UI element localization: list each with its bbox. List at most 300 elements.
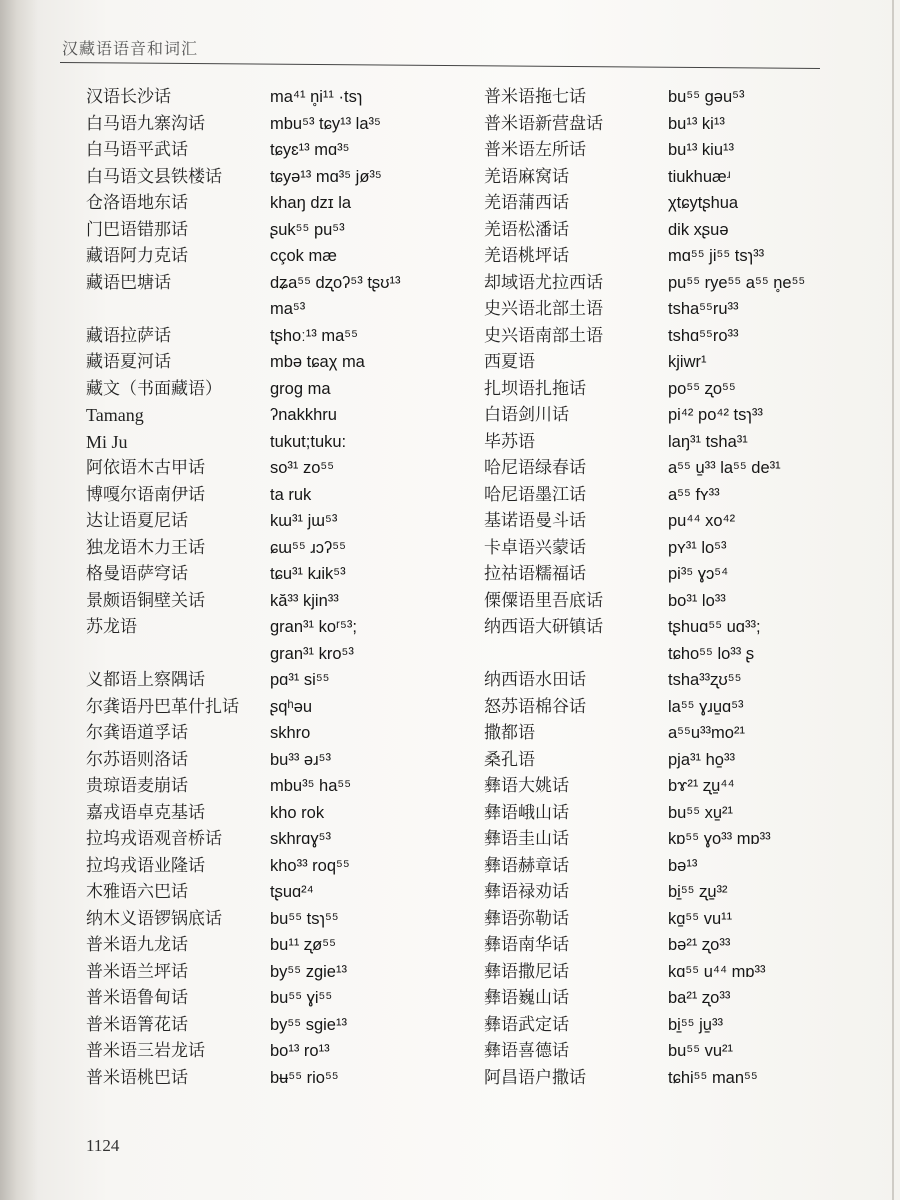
word-form — [270, 879, 314, 906]
glossary-entry — [484, 959, 864, 986]
word-form-line: χtɕytʂhua — [668, 194, 739, 212]
word-form-line: so³¹ zo⁵⁵ — [270, 459, 335, 477]
glossary-entry — [484, 561, 864, 588]
word-form-line: gran³¹ kro⁵³ — [270, 644, 354, 663]
word-form — [270, 535, 346, 562]
glossary-entry — [484, 482, 864, 509]
glossary-entry — [86, 906, 466, 933]
language-name: 桑孔语 — [484, 749, 535, 770]
glossary-entry — [86, 429, 466, 456]
word-form-line: pu⁴⁴ xo⁴² — [668, 512, 736, 530]
language-name: 彝语喜德话 — [484, 1041, 569, 1061]
page-edge — [892, 0, 894, 1200]
word-form — [668, 1065, 758, 1092]
word-form-line: bu¹¹ ʐø⁵⁵ — [270, 936, 336, 954]
word-form-line: pi³⁵ ɣɔ⁵⁴ — [668, 565, 729, 583]
word-form-line: mbu³⁵ ha⁵⁵ — [270, 777, 352, 795]
language-name: 毕苏语 — [484, 431, 535, 452]
language-name: 白马语平武话 — [86, 140, 188, 160]
word-form — [270, 270, 401, 323]
word-form — [668, 190, 738, 217]
language-name: 尔龚语道孚话 — [86, 723, 188, 743]
language-name: 彝语撒尼话 — [484, 961, 569, 982]
left-column — [86, 84, 466, 1091]
glossary-entry — [484, 1012, 864, 1039]
language-name: 彝语南华话 — [484, 935, 569, 955]
glossary-entry — [484, 1065, 864, 1092]
glossary-entry — [484, 84, 864, 111]
glossary-entry — [484, 111, 864, 138]
language-name: 白马语文县铁楼话 — [86, 166, 222, 187]
glossary-entry — [484, 1038, 864, 1065]
word-form-line: ma⁴¹ n̥i¹¹ ·tsɿ — [270, 88, 363, 106]
word-form-line: pja³¹ ho̠³³ — [668, 750, 735, 769]
glossary-entry — [86, 800, 466, 827]
word-form — [668, 588, 726, 615]
word-form-line: kɒ⁵⁵ ɣo³³ mɒ³³ — [668, 830, 771, 848]
language-name: 拉祜语糯福话 — [484, 564, 586, 584]
glossary-entry — [484, 879, 864, 906]
glossary-entry — [86, 614, 466, 667]
word-form-line: kă³³ kjin³³ — [270, 591, 339, 610]
word-form — [668, 614, 761, 667]
language-name: 彝语峨山话 — [484, 802, 569, 823]
language-name: 彝语巍山话 — [484, 988, 569, 1008]
word-form — [668, 879, 728, 906]
language-name: 羌语麻窝话 — [484, 166, 569, 187]
glossary-entry — [484, 720, 864, 747]
word-form — [270, 959, 347, 986]
word-form — [270, 561, 346, 588]
glossary-entry — [484, 906, 864, 933]
language-name: 羌语松潘话 — [484, 219, 569, 240]
word-form — [668, 985, 730, 1012]
glossary-entry — [86, 667, 466, 694]
word-form — [270, 800, 324, 827]
word-form-line: bi̠⁵⁵ ju̠³³ — [668, 1015, 723, 1034]
word-form — [668, 720, 745, 747]
word-form — [270, 720, 310, 747]
word-form-line: grog ma — [270, 379, 331, 398]
language-name: Mi Ju — [86, 431, 128, 452]
word-form-line: ʂuk⁵⁵ pu⁵³ — [270, 220, 345, 239]
word-form — [270, 190, 351, 217]
language-name: 阿昌语户撒话 — [484, 1067, 586, 1088]
word-form-line: bu⁵⁵ vu²¹ — [668, 1042, 734, 1060]
glossary-entry — [484, 402, 864, 429]
word-form — [668, 667, 742, 694]
glossary-entry — [484, 747, 864, 774]
word-form-line: tiukhuæʴ — [668, 167, 731, 186]
word-form-line: kɑ̠⁵⁵ vu¹¹ — [668, 909, 733, 928]
language-name: 普米语新营盘话 — [484, 113, 603, 134]
glossary-entry — [484, 455, 864, 482]
glossary-entry — [484, 508, 864, 535]
word-form-line: pɑ³¹ si⁵⁵ — [270, 671, 330, 689]
glossary-entry — [86, 853, 466, 880]
word-form-line: bi̠⁵⁵ ʐu̠³² — [668, 883, 728, 901]
glossary-entry — [484, 588, 864, 615]
word-form — [270, 1038, 330, 1065]
word-form-line: bu¹³ kiu¹³ — [668, 141, 735, 159]
language-name: 却域语尤拉西话 — [484, 272, 603, 293]
glossary-entry — [86, 747, 466, 774]
language-name: 普米语鲁甸话 — [86, 988, 188, 1008]
language-name: 彝语武定话 — [484, 1014, 569, 1035]
language-name: 阿依语木古甲话 — [86, 458, 205, 478]
glossary-entry — [86, 535, 466, 562]
word-form — [668, 217, 729, 244]
word-form-line: po⁵⁵ ʐo⁵⁵ — [668, 379, 736, 398]
word-form — [270, 906, 339, 933]
word-form — [668, 429, 748, 456]
language-name: 彝语禄劝话 — [484, 882, 569, 902]
glossary-entry — [484, 773, 864, 800]
word-form — [668, 773, 735, 800]
language-name: 嘉戎语卓克基话 — [86, 802, 205, 823]
language-name: 格曼语萨穹话 — [86, 564, 188, 584]
word-form — [668, 402, 763, 429]
language-name: 独龙语木力王话 — [86, 537, 205, 558]
glossary-entry — [86, 270, 466, 323]
language-name: 达让语夏尼话 — [86, 511, 188, 531]
language-name: 纳木义语锣锅底话 — [86, 908, 222, 929]
language-name: 普米语左所话 — [484, 140, 586, 160]
language-name: 纳西语水田话 — [484, 670, 586, 690]
glossary-entry — [484, 217, 864, 244]
word-form-line: pʏ³¹ lo⁵³ — [668, 538, 727, 557]
glossary-entry — [86, 1012, 466, 1039]
language-name: 哈尼语绿春话 — [484, 458, 586, 478]
word-form — [270, 323, 358, 350]
glossary-entry — [86, 376, 466, 403]
glossary-entry — [86, 561, 466, 588]
glossary-entry — [484, 296, 864, 323]
word-form — [270, 747, 331, 774]
word-form — [668, 906, 732, 933]
word-form-line: kho³³ roq⁵⁵ — [270, 856, 350, 875]
word-form-line: bɤ²¹ ʐu̠⁴⁴ — [668, 777, 735, 795]
language-name: 尔龚语丹巴革什扎话 — [86, 696, 239, 717]
glossary-entry — [484, 243, 864, 270]
word-form-line: dik xʂuə — [668, 220, 729, 239]
word-form — [668, 111, 725, 138]
language-name: 白马语九寨沟话 — [86, 113, 205, 134]
word-form-line: bu⁵⁵ gəu⁵³ — [668, 88, 745, 106]
glossary-entry — [86, 455, 466, 482]
word-form — [270, 164, 382, 191]
word-form-line: tɕho⁵⁵ lo³³ ʂ — [668, 644, 755, 663]
glossary-entry — [86, 243, 466, 270]
word-form — [668, 694, 744, 721]
glossary-entry — [484, 190, 864, 217]
word-form-line: pu⁵⁵ rye⁵⁵ a⁵⁵ n̥e⁵⁵ — [668, 273, 806, 292]
word-form-line: tʂhoː¹³ ma⁵⁵ — [270, 326, 358, 345]
word-form — [270, 985, 332, 1012]
word-form — [270, 137, 349, 164]
glossary-entry — [484, 614, 864, 667]
language-name: 羌语桃坪话 — [484, 246, 569, 266]
glossary-entry — [484, 694, 864, 721]
language-name: 普米语桃巴话 — [86, 1067, 188, 1088]
glossary-entry — [86, 720, 466, 747]
word-form — [270, 773, 351, 800]
word-form-line: kɯ³¹ jɯ⁵³ — [270, 512, 338, 530]
glossary-entry — [86, 84, 466, 111]
page-number: 1124 — [86, 1136, 120, 1155]
right-column — [484, 84, 864, 1091]
word-form-line: gran³¹ koʳ⁵³; — [270, 618, 357, 636]
word-form-line: skhro — [270, 724, 311, 742]
word-form — [270, 111, 381, 138]
word-form — [668, 455, 781, 482]
word-form-line: kho rok — [270, 803, 325, 822]
word-form — [270, 243, 337, 270]
language-name: 彝语大姚话 — [484, 776, 569, 796]
word-form — [668, 561, 728, 588]
word-form — [668, 853, 697, 880]
word-form — [270, 84, 362, 111]
word-form-line: tukut;tuku: — [270, 432, 347, 451]
word-form-line: a⁵⁵ fʏ³³ — [668, 485, 720, 504]
language-name: 怒苏语棉谷话 — [484, 696, 586, 717]
language-name: 基诺语曼斗话 — [484, 511, 586, 531]
language-name: 博嘎尔语南伊话 — [86, 484, 205, 505]
word-form-line: by⁵⁵ sgie¹³ — [270, 1015, 347, 1034]
word-form-line: bo³¹ lo³³ — [668, 591, 726, 610]
word-form — [668, 243, 764, 270]
language-name: 景颇语铜壁关话 — [86, 590, 205, 611]
language-name: 哈尼语墨江话 — [484, 484, 586, 505]
glossary-entry — [86, 190, 466, 217]
word-form — [270, 826, 331, 853]
word-form-line: bu¹³ ki¹³ — [668, 114, 725, 133]
word-form-line: a⁵⁵ u̠³³ la⁵⁵ de³¹ — [668, 459, 781, 477]
glossary-entry — [86, 111, 466, 138]
word-form-line: ʔnakkhru — [270, 406, 337, 424]
glossary-entry — [86, 1065, 466, 1092]
glossary-entry — [86, 773, 466, 800]
glossary-entry — [484, 853, 864, 880]
language-name: 藏语巴塘话 — [86, 272, 171, 293]
word-form-line: tsha⁵⁵ru³³ — [668, 300, 739, 318]
word-form-line: tʂuɑ²⁴ — [270, 883, 314, 901]
language-name: 藏文（书面藏语） — [86, 378, 222, 399]
glossary-entry — [86, 588, 466, 615]
language-name: 羌语蒲西话 — [484, 193, 569, 213]
language-name: 普米语三岩龙话 — [86, 1041, 205, 1061]
glossary-entry — [484, 323, 864, 350]
word-form-line: bu³³ əɹ⁵³ — [270, 750, 331, 769]
word-form — [270, 1012, 347, 1039]
word-form — [668, 84, 744, 111]
glossary-entry — [86, 217, 466, 244]
book-gutter-shadow — [0, 0, 38, 1200]
glossary-entry — [86, 402, 466, 429]
language-name: 拉坞戎语业隆话 — [86, 855, 205, 876]
word-form-line: tɕyɛ¹³ mɑ³⁵ — [270, 141, 350, 159]
word-form — [668, 296, 739, 323]
language-name: 藏语夏河话 — [86, 352, 171, 372]
language-name: 史兴语北部土语 — [484, 299, 603, 319]
language-name: 纳西语大研镇话 — [484, 617, 603, 637]
glossary-entry — [86, 164, 466, 191]
word-form — [270, 482, 311, 509]
word-form — [668, 137, 734, 164]
word-form-line: tɕu³¹ kɹik⁵³ — [270, 565, 346, 583]
language-name: 藏语阿力克话 — [86, 246, 188, 266]
glossary-entry — [484, 429, 864, 456]
word-form — [668, 164, 731, 191]
language-name: 义都语上察隅话 — [86, 670, 205, 690]
word-form-line: ma⁵³ — [270, 300, 306, 318]
language-name: 普米语九龙话 — [86, 935, 188, 955]
glossary-entry — [86, 508, 466, 535]
word-form — [668, 482, 720, 509]
glossary-entry — [484, 270, 864, 297]
word-form-line: bo¹³ ro¹³ — [270, 1042, 330, 1060]
word-form-line: ʂqʰəu — [270, 697, 313, 716]
language-name: 苏龙语 — [86, 617, 137, 637]
word-form — [270, 455, 334, 482]
word-form — [668, 535, 727, 562]
glossary-entry — [86, 985, 466, 1012]
word-form-line: cçok mæ — [270, 247, 337, 265]
language-name: 西夏语 — [484, 352, 535, 372]
word-form — [270, 429, 346, 456]
glossary-entry — [86, 323, 466, 350]
word-form — [668, 800, 733, 827]
word-form-line: tʂhuɑ⁵⁵ uɑ³³; — [668, 618, 761, 636]
word-form-line: tɕhi⁵⁵ man⁵⁵ — [668, 1068, 758, 1087]
word-form-line: a⁵⁵u³³mo²¹ — [668, 724, 745, 742]
word-form — [270, 508, 337, 535]
word-form — [668, 932, 730, 959]
word-form-line: mbu⁵³ tɕy¹³ la³⁵ — [270, 114, 381, 133]
glossary-entry — [86, 879, 466, 906]
glossary-entry — [86, 959, 466, 986]
glossary-entry — [484, 349, 864, 376]
language-name: 藏语拉萨话 — [86, 325, 171, 346]
word-form — [668, 376, 736, 403]
word-form-line: tɕyə¹³ mɑ³⁵ jø³⁵ — [270, 167, 382, 186]
word-form-line: ba²¹ ʐo³³ — [668, 989, 731, 1007]
glossary-entry — [86, 932, 466, 959]
word-form-line: bʉ⁵⁵ rio⁵⁵ — [270, 1068, 339, 1087]
language-name: 普米语箐花话 — [86, 1014, 188, 1035]
language-name: 彝语赫章话 — [484, 855, 569, 876]
word-form — [270, 694, 312, 721]
word-form — [668, 349, 707, 376]
language-name: 汉语长沙话 — [86, 87, 171, 107]
word-form — [270, 614, 357, 667]
language-name: 木雅语六巴话 — [86, 882, 188, 902]
glossary-entry — [484, 826, 864, 853]
word-form — [668, 270, 805, 297]
language-name: 门巴语错那话 — [86, 219, 188, 240]
language-name: 白语剑川话 — [484, 405, 569, 425]
word-form-line: ɕɯ⁵⁵ ɹɔʔ⁵⁵ — [270, 538, 346, 557]
word-form — [668, 508, 735, 535]
language-name: 卡卓语兴蒙话 — [484, 537, 586, 558]
language-name: 贵琼语麦崩话 — [86, 776, 188, 796]
word-form — [270, 1065, 339, 1092]
word-form-line: pi⁴² po⁴² tsɿ³³ — [668, 406, 763, 424]
word-form-line: tshɑ⁵⁵ro³³ — [668, 326, 739, 345]
word-form-line: khaŋ dzɪ la — [270, 194, 352, 212]
word-form-line: bu⁵⁵ xu̠²¹ — [668, 803, 734, 822]
language-name: 撒都语 — [484, 723, 535, 743]
word-form-line: kɑ⁵⁵ u⁴⁴ mɒ³³ — [668, 962, 766, 981]
language-name: 扎坝语扎拖话 — [484, 378, 586, 399]
glossary-entry — [484, 137, 864, 164]
word-form-line: dʑa⁵⁵ dʐoʔ⁵³ tʂʊ¹³ — [270, 273, 401, 292]
glossary-entry — [484, 164, 864, 191]
word-form — [270, 853, 350, 880]
word-form-line: ta ruk — [270, 485, 312, 504]
word-form-line: mɑ⁵⁵ ji⁵⁵ tsɿ³³ — [668, 247, 765, 265]
language-name: 史兴语南部土语 — [484, 325, 603, 346]
glossary-entry — [86, 137, 466, 164]
glossary-entry — [484, 535, 864, 562]
word-form — [270, 349, 365, 376]
glossary-entry — [484, 985, 864, 1012]
glossary-entry — [86, 826, 466, 853]
language-name: 仓洛语地东话 — [86, 193, 188, 213]
word-form-line: bə¹³ — [668, 856, 698, 875]
word-form-line: laŋ³¹ tsha³¹ — [668, 432, 748, 451]
word-form — [270, 402, 337, 429]
glossary-entry — [484, 932, 864, 959]
word-form — [668, 747, 735, 774]
glossary-entry — [86, 482, 466, 509]
word-form — [668, 1012, 723, 1039]
language-name: 傈僳语里吾底话 — [484, 590, 603, 611]
glossary-entry — [86, 694, 466, 721]
word-form-line: mbə tɕaχ ma — [270, 353, 365, 371]
running-head: 汉藏语语音和词汇 — [62, 39, 199, 58]
word-form — [270, 667, 330, 694]
language-name: 彝语圭山话 — [484, 829, 569, 849]
word-form — [668, 323, 739, 350]
word-form-line: skhrɑɣ⁵³ — [270, 830, 331, 848]
word-form — [668, 959, 766, 986]
word-form-line: kjiwr¹ — [668, 353, 707, 371]
word-form — [668, 1038, 733, 1065]
word-form — [270, 588, 339, 615]
word-form-line: by⁵⁵ zgie¹³ — [270, 962, 347, 981]
glossary-entry — [484, 667, 864, 694]
glossary-entry — [86, 1038, 466, 1065]
header-rule — [60, 62, 820, 69]
glossary-entry — [86, 349, 466, 376]
language-name: 彝语弥勒话 — [484, 908, 569, 929]
language-name: 普米语拖七话 — [484, 87, 586, 107]
word-form — [270, 932, 336, 959]
language-name: 拉坞戎语观音桥话 — [86, 829, 222, 849]
word-form-line: la⁵⁵ ɣɹu̠ɑ⁵³ — [668, 697, 744, 716]
glossary-entry — [484, 800, 864, 827]
word-form-line: bu⁵⁵ ɣi⁵⁵ — [270, 989, 333, 1007]
word-form-line: bə²¹ ʐo³³ — [668, 936, 731, 954]
glossary-entry — [484, 376, 864, 403]
word-form — [270, 376, 331, 403]
word-form — [668, 826, 771, 853]
language-name: Tamang — [86, 405, 144, 425]
language-name: 普米语兰坪话 — [86, 961, 188, 982]
language-name: 尔苏语则洛话 — [86, 749, 188, 770]
word-form-line: tsha³³ʐʊ⁵⁵ — [668, 671, 742, 689]
